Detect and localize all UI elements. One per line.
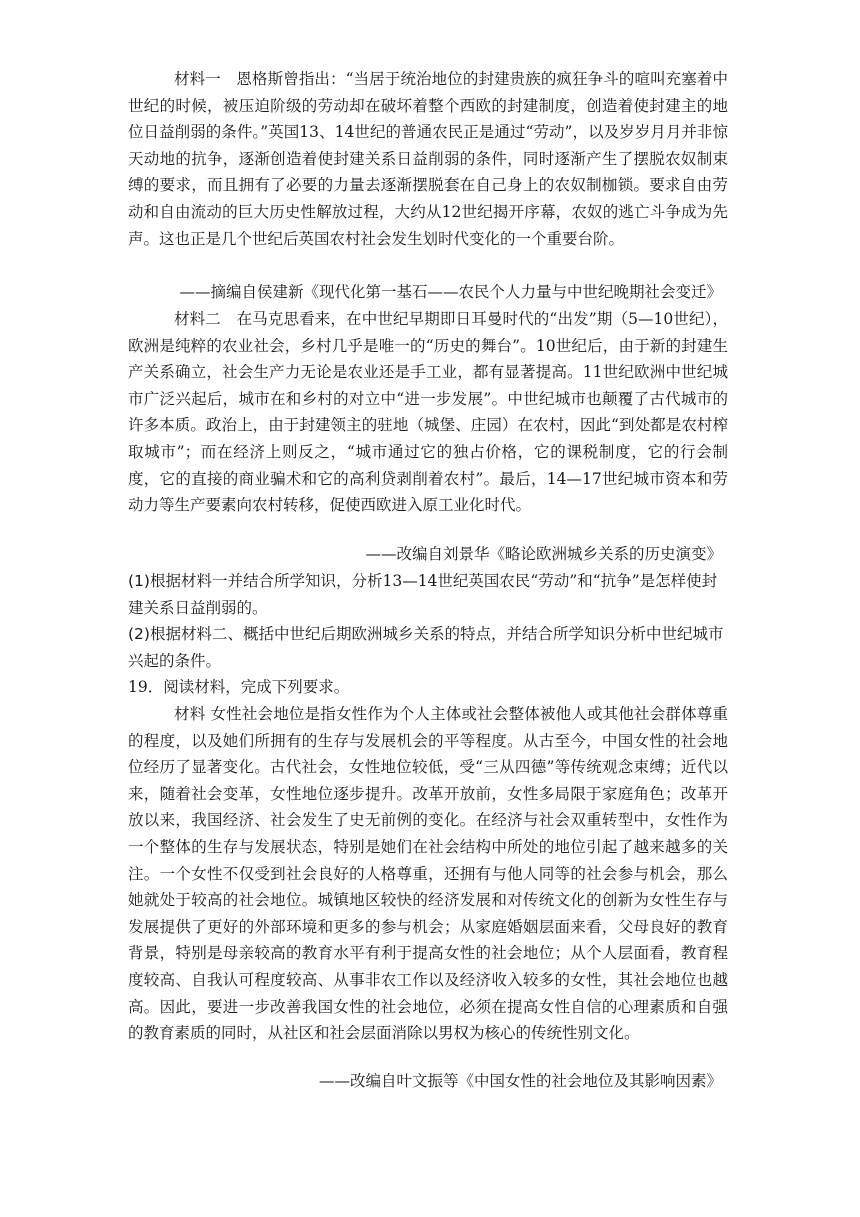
material-1-text: 材料一 恩格斯曾指出：“当居于统治地位的封建贵族的疯狂争斗的喧叫充塞着中世纪的时候，被压迫阶级的劳动却在破坏着整个西欧的封建制度，创造着使封建主的地位日益削弱的条件。”英国13、14世纪的普通农民正是通过“劳动”，以及岁岁月月并非惊天动地的抗争，逐渐创造着使封建关系日益削弱的条件，同时逐渐产生了摆脱农奴制束缚的要求，而且拥有了必要的力量去逐渐摆脱套在自己身上的农奴制枷锁。要求自由劳动和自由流动的巨大历史性解放过程，大约从12世纪揭开序幕，农奴的逃亡斗争成为先声。这也正是几个世纪后英国农村社会发生划时代变化的一个重要台阶。 xyxy=(128,70,728,248)
question-1-text: 根据材料一并结合所学知识，分析13—14世纪英国农民“劳动”和“抗争”是怎样使封建关系日益削弱的。 xyxy=(128,572,718,617)
material-2-source: ——改编自刘景华《略论欧洲城乡关系的历史演变》 xyxy=(365,545,722,563)
material-1-source: ——摘编自侯建新《现代化第一基石——农民个人力量与中世纪晚期社会变迁》 xyxy=(179,283,722,301)
question-1-number: (1) xyxy=(128,572,150,590)
question-19-source: ——改编自叶文振等《中国女性的社会地位及其影响因素》 xyxy=(318,1072,722,1090)
material-1 xyxy=(128,66,728,252)
question-1 xyxy=(128,568,728,621)
question-19-title: 19．阅读材料，完成下列要求。 xyxy=(128,678,350,696)
question-2-number: (2) xyxy=(128,625,150,643)
material-2-text: 材料二 在马克思看来，在中世纪早期即日耳曼时代的“出发”期（5—10世纪），欧洲是纯粹的农业社会，乡村几乎是唯一的“历史的舞台”。10世纪后，由于新的封建生产关系确立，社会生产力无论是农业还是手工业，都有显著提高。11世纪欧洲中世纪城市广泛兴起后，城市在和乡村的对立中“进一步发展”。中世纪城市也颠覆了古代城市的许多本质。政治上，由于封建领主的驻地（城堡、庄园）在农村，因此“到处都是农村榨取城市”；而在经济上则反之，“城市通过它的独占价格，它的课税制度，它的行会制度，它的直接的商业骗术和它的高利贷剥削着农村”。最后，14—17世纪城市资本和劳动力等生产要素向农村转移，促使西欧进入原工业化时代。 xyxy=(128,310,728,515)
question-19-material-text: 材料 女性社会地位是指女性作为个人主体或社会整体被他人或其他社会群体尊重的程度，以及她们所拥有的生存与发展机会的平等程度。从古至今，中国女性的社会地位经历了显著变化。古代社会，女性地位较低，受“三从四德”等传统观念束缚；近代以来，随着社会变革，女性地位逐步提升。改革开放前，女性多局限于家庭角色；改革开放以来，我国经济、社会发生了史无前例的变化。在经济与社会双重转型中，女性作为一个整体的生存与发展状态，特别是她们在社会结构中所处的地位引起了越来越多的关注。一个女性不仅受到社会良好的人格尊重，还拥有与他人同等的社会参与机会，那么她就处于较高的社会地位。城镇地区较快的经济发展和对传统文化的创新为女性生存与发展提供了更好的外部环境和更多的参与机会；从家庭婚姻层面来看，父母良好的教育背景，特别是母亲较高的教育水平有利于提高女性的社会地位；从个人层面看，教育程度较高、自我认可程度较高、从事非农工作以及经济收入较多的女性，其社会地位也越高。因此，要进一步改善我国女性的社会地位，必须在提高女性自信的心理素质和自强的教育素质的同时，从社区和社会层面消除以男权为核心的传统性别文化。 xyxy=(128,705,728,1043)
material-2 xyxy=(128,306,728,519)
question-2-text: 根据材料二、概括中世纪后期欧洲城乡关系的特点，并结合所学知识分析中世纪城市兴起的条件。 xyxy=(128,625,724,670)
question-2 xyxy=(128,621,728,674)
question-19-material xyxy=(128,701,728,1047)
